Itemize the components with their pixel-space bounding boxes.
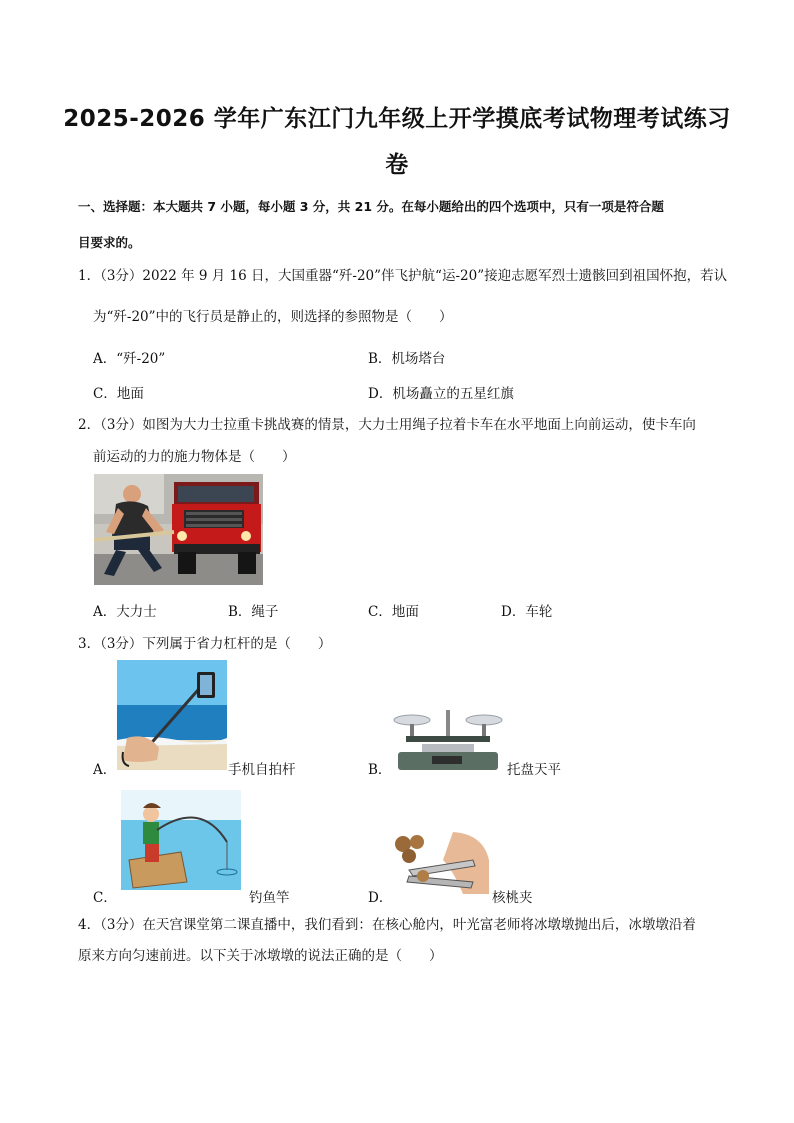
page-title-line-2: 卷 (385, 152, 409, 178)
section-heading-line-1: 一、选择题：本大题共 7 小题，每小题 3 分，共 21 分。在每小题给出的四个选项中，只有一项是符合题 (78, 199, 664, 214)
q3-option-a-letter: A． (93, 762, 117, 778)
selfie-stick-image (117, 660, 227, 770)
q1-option-b: B．机场塔台 (368, 351, 446, 367)
q1-option-c: C．地面 (93, 386, 144, 402)
page-title-line-1: 2025-2026 学年广东江门九年级上开学摸底考试物理考试练习 (63, 106, 731, 132)
q1-stem-line-2: 为“歼-20”中的飞行员是静止的，则选择的参照物是（ ） (93, 309, 453, 325)
q2-stem-line-1: 2．（3分）如图为大力士拉重卡挑战赛的情景，大力士用绳子拉着卡车在水平地面上向前运动，使卡车向 (78, 417, 696, 433)
q3-option-d-caption: 核桃夹 (492, 890, 533, 906)
q1-option-d: D．机场矗立的五星红旗 (368, 386, 514, 402)
q2-option-a: A．大力士 (93, 604, 157, 620)
q3-option-a-caption: 手机自拍杆 (228, 762, 296, 778)
q4-stem-line-2: 原来方向匀速前进。以下关于冰墩墩的说法正确的是（ ） (78, 948, 443, 964)
q2-option-d: D．车轮 (501, 604, 553, 620)
q3-option-c-caption: 钓鱼竿 (249, 890, 290, 906)
q3-stem: 3．（3分）下列属于省力杠杆的是（ ） (78, 636, 332, 652)
section-heading-line-2: 目要求的。 (78, 235, 141, 250)
q1-stem-line-1: 1．（3分）2022 年 9 月 16 日，大国重器“歼-20”伴飞护航“运-20”接迎志愿军烈士遗骸回到祖国怀抱，若认 (78, 268, 728, 284)
q4-stem-line-1: 4．（3分）在天宫课堂第二课直播中，我们看到：在核心舱内，叶光富老师将冰墩墩抛出后，冰墩墩沿着 (78, 917, 696, 933)
strongman-truck-photo (94, 474, 263, 585)
q2-stem-line-2: 前运动的力的施力物体是（ ） (93, 449, 296, 465)
q2-option-b: B．绳子 (228, 604, 279, 620)
nutcracker-image (393, 830, 491, 894)
q3-option-c-letter: C． (93, 890, 117, 906)
q3-option-b-letter: B． (368, 762, 392, 778)
q3-option-d-letter: D． (368, 890, 393, 906)
balance-scale-image (392, 704, 504, 772)
q1-option-a: A．“歼-20” (93, 351, 166, 367)
q2-option-c: C．地面 (368, 604, 419, 620)
fishing-rod-image (121, 790, 241, 890)
q3-option-b-caption: 托盘天平 (507, 762, 561, 778)
